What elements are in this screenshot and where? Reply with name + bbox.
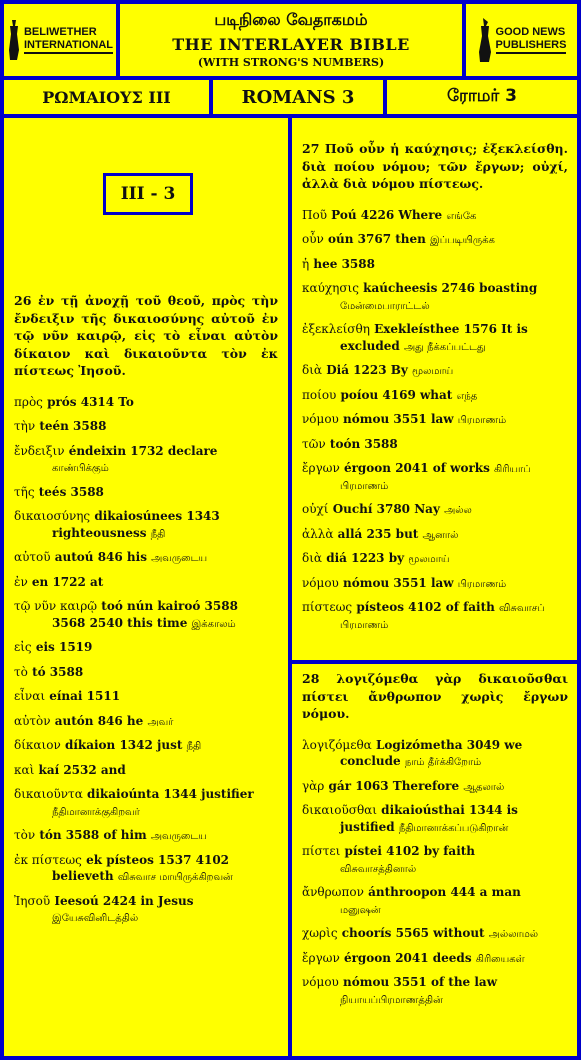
- greek-word: τῆς: [14, 484, 35, 499]
- tamil-gloss: மூலமாய்: [408, 554, 450, 565]
- continuation-tamil: பிரமாணம்: [340, 480, 389, 492]
- word-entry: [14, 713, 278, 730]
- tamil-gloss: அல்ல: [444, 505, 472, 516]
- word-entry: [14, 418, 278, 435]
- greek-word: τὴν: [14, 419, 36, 433]
- transliteration-strongs-gloss: Ieesoú 2424 in Jesus: [54, 893, 194, 908]
- greek-word: οὖν: [302, 232, 324, 246]
- greek-word: τὸ: [14, 664, 28, 679]
- word-entry: [302, 737, 568, 770]
- word-entry: [302, 207, 568, 224]
- word-entry: [14, 852, 278, 885]
- greek-word: διὰ: [302, 363, 323, 377]
- transliteration-strongs-gloss: nómou 3551 of the law: [343, 975, 498, 989]
- tamil-gloss: ஆனால்: [422, 529, 459, 541]
- transliteration-strongs-gloss: nómou 3551 law: [343, 575, 454, 590]
- greek-word: νόμου: [302, 975, 339, 989]
- transliteration-strongs-gloss: Exekleísthee 1576 It is: [374, 322, 528, 336]
- greek-word: ἄνθρωπον: [302, 885, 364, 899]
- greek-word: Ποῦ: [302, 207, 327, 222]
- greek-word: ἐκ πίστεως: [14, 852, 82, 867]
- verse-26-text: 26 ἐν τῇ ἀνοχῇ τοῦ θεοῦ, πρὸς τὴν ἔνδειξιν τῆς δικαιοσύνης αὐτοῦ ἐν τῷ νῦν καιρῷ, εἰς τὸ εἶναι αὐτὸν δίκαιον καὶ δικαιοῦντα τὸν ἐκ πίστεως Ἰησοῦ.: [14, 293, 278, 378]
- continuation-gloss: conclude: [340, 754, 401, 768]
- word-entry: [302, 950, 568, 967]
- continuation-tamil: இக்காலம்: [191, 618, 236, 630]
- continuation-gloss: believeth: [52, 869, 114, 883]
- transliteration-strongs-gloss: prós 4314 To: [47, 394, 134, 409]
- word-entry: [14, 549, 278, 566]
- greek-word: δικαιοῦσθαι: [302, 803, 377, 817]
- word-entry: [14, 484, 278, 501]
- transliteration-strongs-gloss: hee 3588: [313, 256, 375, 271]
- greek-word: Ἰησοῦ: [14, 893, 51, 908]
- continuation-tamil: மேன்மைபாராட்டல்: [340, 300, 430, 312]
- greek-word: τῶν: [302, 436, 326, 451]
- title-block: [120, 4, 462, 76]
- continuation-tamil: நீதிமானாக்கப்படுகிறான்: [398, 822, 509, 834]
- entry-continuation: [302, 297, 568, 314]
- continuation-tamil: மனுஷன்: [340, 904, 381, 916]
- greek-word: ἔργων: [302, 461, 340, 475]
- transliteration-strongs-gloss: kaúcheesis 2746 boasting: [363, 281, 538, 295]
- continuation-gloss: righteousness: [52, 525, 147, 540]
- greek-word: καὶ: [14, 762, 35, 777]
- greek-word: πρὸς: [14, 394, 43, 409]
- entry-continuation: [302, 991, 568, 1008]
- entry-continuation: [14, 525, 278, 542]
- tamil-gloss: நீதி: [186, 741, 202, 752]
- word-entry: [302, 280, 568, 313]
- continuation-gloss: excluded: [340, 338, 400, 353]
- greek-word: ποίου: [302, 387, 337, 402]
- word-entry: [302, 436, 568, 453]
- transliteration-strongs-gloss: Diá 1223 By: [326, 363, 408, 377]
- greek-word: εἶναι: [14, 689, 46, 703]
- continuation-tamil: விசுவாசத்தினால்: [340, 863, 417, 875]
- tamil-gloss: எந்த: [456, 390, 478, 402]
- greek-word: δικαιοσύνης: [14, 509, 91, 523]
- word-entry: [14, 443, 278, 476]
- left-column: [14, 292, 278, 934]
- word-entry: [302, 575, 568, 592]
- transliteration-strongs-gloss: teén 3588: [39, 419, 107, 433]
- verse-27-entries: [302, 207, 568, 633]
- greek-word: χωρὶς: [302, 926, 338, 940]
- word-entry: [14, 893, 278, 926]
- transliteration-strongs-gloss: oún 3767 then: [328, 232, 426, 246]
- logo-line-1: GOOD NEWS: [495, 26, 566, 39]
- word-entry: [14, 688, 278, 705]
- word-entry: [302, 550, 568, 567]
- continuation-tamil: நியாயப்பிரமாணத்தின்: [340, 994, 443, 1006]
- transliteration-strongs-gloss: érgoon 2041 of works: [343, 461, 490, 475]
- greek-word: διὰ: [302, 551, 323, 565]
- tamil-gloss: அவருடைய: [150, 831, 207, 842]
- hand-torch-icon: [7, 20, 21, 60]
- word-entry: [14, 394, 278, 411]
- greek-word: ἐξεκλείσθη: [302, 322, 370, 336]
- greek-word: πίστεως: [302, 600, 353, 614]
- greek-word: οὐχί: [302, 502, 329, 516]
- greek-word: καύχησις: [302, 281, 359, 295]
- logo-line-2: INTERNATIONAL: [23, 38, 113, 51]
- title-tamil: படிநிலை வேதாகமம்: [214, 10, 368, 29]
- continuation-gloss: justified: [340, 819, 395, 834]
- right-bottom-column: [302, 670, 568, 1015]
- transliteration-strongs-gloss: allá 235 but: [337, 526, 419, 541]
- transliteration-strongs-gloss: pístei 4102 by faith: [344, 844, 476, 858]
- transliteration-strongs-gloss: Ouchí 3780 Nay: [332, 502, 440, 516]
- torch-icon: [477, 18, 493, 62]
- word-entry: [14, 574, 278, 591]
- tamil-gloss: விசுவாசப்: [499, 603, 545, 614]
- continuation-tamil: அது நீக்கப்பட்டது: [403, 341, 486, 353]
- tamil-gloss: எங்கே: [446, 210, 477, 222]
- entry-continuation: [302, 616, 568, 633]
- entry-continuation: [302, 860, 568, 877]
- title-subtitle: (WITH STRONG'S NUMBERS): [197, 56, 385, 69]
- transliteration-strongs-gloss: dikaioúnta 1344 justifier: [86, 787, 254, 801]
- word-entry: [14, 664, 278, 681]
- word-entry: [14, 598, 278, 631]
- entry-continuation: [302, 819, 568, 836]
- book-title-tamil: ரோமர் 3: [387, 80, 577, 114]
- entry-continuation: [302, 338, 568, 355]
- greek-word: ἡ: [302, 256, 310, 271]
- word-entry: [302, 411, 568, 428]
- good-news-logo: [466, 4, 577, 76]
- verse-28-text: 28 λογιζόμεθα γὰρ δικαιοῦσθαι πίστει ἄνθρωπον χωρὶς ἔργων νόμου.: [302, 671, 568, 721]
- greek-word: λογιζόμεθα: [302, 737, 372, 752]
- transliteration-strongs-gloss: Logizómetha 3049 we: [375, 737, 523, 752]
- continuation-gloss: 3568 2540 this time: [52, 615, 188, 630]
- greek-word: τὸν: [14, 828, 36, 842]
- greek-word: νόμου: [302, 575, 339, 590]
- title-english: THE INTERLAYER BIBLE: [172, 35, 410, 54]
- word-entry: [302, 843, 568, 876]
- entry-continuation: [302, 477, 568, 494]
- tamil-gloss: ஆதலால்: [463, 781, 505, 793]
- transliteration-strongs-gloss: nómou 3551 law: [343, 412, 454, 426]
- book-title-english: ROMANS 3: [213, 80, 383, 114]
- transliteration-strongs-gloss: poíou 4169 what: [340, 387, 453, 402]
- greek-word: δίκαιον: [14, 738, 61, 752]
- tamil-gloss: அல்லாமல்: [488, 929, 539, 940]
- word-entry: [14, 737, 278, 754]
- word-entry: [302, 501, 568, 518]
- greek-word: νόμου: [302, 412, 339, 426]
- transliteration-strongs-gloss: érgoon 2041 deeds: [343, 950, 472, 965]
- transliteration-strongs-gloss: písteos 4102 of faith: [356, 600, 495, 614]
- tamil-gloss: அவருடைய: [151, 553, 208, 564]
- word-entry: [302, 925, 568, 942]
- chapter-label: III - 3: [103, 173, 193, 215]
- transliteration-strongs-gloss: choorís 5565 without: [341, 926, 485, 940]
- transliteration-strongs-gloss: eínai 1511: [49, 689, 121, 703]
- logo-line-1: BELIWETHER: [23, 26, 97, 39]
- transliteration-strongs-gloss: ánthroopon 444 a man: [368, 885, 521, 899]
- transliteration-strongs-gloss: diá 1223 by: [326, 551, 405, 565]
- tamil-gloss: மூலமாய்: [412, 366, 454, 377]
- word-entry: [302, 231, 568, 248]
- word-entry: [302, 778, 568, 795]
- word-entry: [14, 639, 278, 656]
- word-entry: [302, 256, 568, 273]
- transliteration-strongs-gloss: tón 3588 of him: [39, 828, 147, 842]
- greek-word: ἐν: [14, 574, 28, 589]
- tamil-gloss: இப்படியிருக்க: [430, 235, 495, 246]
- verse-26-entries: [14, 394, 278, 926]
- transliteration-strongs-gloss: dikaioústhai 1344 is: [381, 803, 518, 817]
- entry-continuation: [14, 615, 278, 632]
- greek-word: εἰς: [14, 640, 32, 654]
- word-entry: [302, 460, 568, 493]
- right-top-column: [302, 140, 568, 640]
- continuation-tamil: நீதிமானாக்குகிறவர்: [52, 806, 140, 818]
- transliteration-strongs-gloss: díkaion 1342 just: [64, 738, 183, 752]
- greek-word: δικαιοῦντα: [14, 787, 83, 801]
- transliteration-strongs-gloss: teés 3588: [38, 484, 104, 499]
- word-entry: [302, 884, 568, 917]
- beliwether-logo: [4, 4, 116, 76]
- continuation-tamil: இயேசுவினிடத்தில்: [52, 913, 139, 924]
- transliteration-strongs-gloss: éndeixin 1732 declare: [68, 443, 218, 458]
- word-entry: [302, 362, 568, 379]
- transliteration-strongs-gloss: toó nún kairoó 3588: [101, 599, 238, 613]
- entry-continuation: [302, 901, 568, 918]
- transliteration-strongs-gloss: eis 1519: [35, 640, 93, 654]
- greek-word: αὐτοῦ: [14, 550, 51, 564]
- greek-word: πίστει: [302, 844, 341, 858]
- tamil-gloss: பிரமாணம்: [457, 415, 507, 426]
- transliteration-strongs-gloss: gár 1063 Therefore: [328, 778, 460, 793]
- entry-continuation: [302, 753, 568, 770]
- verse-27-text: 27 Ποῦ οὖν ἡ καύχησις; ἐξεκλείσθη. διὰ ποίου νόμου; τῶν ἔργων; οὐχί, ἀλλὰ διὰ νόμου πίστεως.: [302, 141, 568, 191]
- logo-line-2: PUBLISHERS: [495, 38, 567, 51]
- greek-word: ἀλλὰ: [302, 526, 334, 541]
- word-entry: [14, 762, 278, 779]
- entry-continuation: [14, 909, 278, 926]
- transliteration-strongs-gloss: autón 846 he: [54, 713, 144, 728]
- entry-continuation: [14, 868, 278, 885]
- book-title-greek: ΡΩΜΑΙΟΥΣ III: [4, 80, 209, 114]
- continuation-tamil: விசுவாச மாயிருக்கிறவன்: [117, 872, 233, 883]
- word-entry: [14, 508, 278, 541]
- word-entry: [302, 526, 568, 543]
- tamil-gloss: கிரியைகள்: [475, 953, 525, 965]
- greek-word: αὐτὸν: [14, 713, 51, 728]
- word-entry: [14, 786, 278, 819]
- tamil-gloss: அவர்: [147, 716, 174, 728]
- word-entry: [302, 802, 568, 835]
- greek-word: τῷ νῦν καιρῷ: [14, 599, 98, 613]
- greek-word: ἔργων: [302, 950, 340, 965]
- continuation-tamil: பிரமாணம்: [340, 619, 389, 631]
- word-entry: [302, 974, 568, 1007]
- continuation-tamil: நீதி: [150, 528, 166, 540]
- transliteration-strongs-gloss: ek písteos 1537 4102: [86, 852, 230, 867]
- transliteration-strongs-gloss: en 1722 at: [31, 574, 104, 589]
- word-entry: [302, 321, 568, 354]
- transliteration-strongs-gloss: dikaiosúnees 1343: [94, 509, 220, 523]
- continuation-tamil: காண்பிக்கும்: [52, 463, 109, 474]
- word-entry: [302, 387, 568, 404]
- word-entry: [302, 599, 568, 632]
- entry-continuation: [14, 459, 278, 476]
- tamil-gloss: பிரமாணம்: [457, 578, 507, 590]
- transliteration-strongs-gloss: autoú 846 his: [54, 550, 147, 564]
- continuation-tamil: நாம் தீர்க்கிறோம்: [404, 757, 482, 768]
- verse-28-entries: [302, 737, 568, 1008]
- transliteration-strongs-gloss: kaí 2532 and: [38, 762, 126, 777]
- entry-continuation: [14, 803, 278, 820]
- greek-word: ἔνδειξιν: [14, 443, 65, 458]
- tamil-gloss: கிரியாப்: [494, 464, 531, 475]
- word-entry: [14, 827, 278, 844]
- greek-word: γὰρ: [302, 778, 325, 793]
- transliteration-strongs-gloss: toón 3588: [329, 436, 398, 451]
- transliteration-strongs-gloss: tó 3588: [32, 664, 84, 679]
- transliteration-strongs-gloss: Poú 4226 Where: [331, 207, 443, 222]
